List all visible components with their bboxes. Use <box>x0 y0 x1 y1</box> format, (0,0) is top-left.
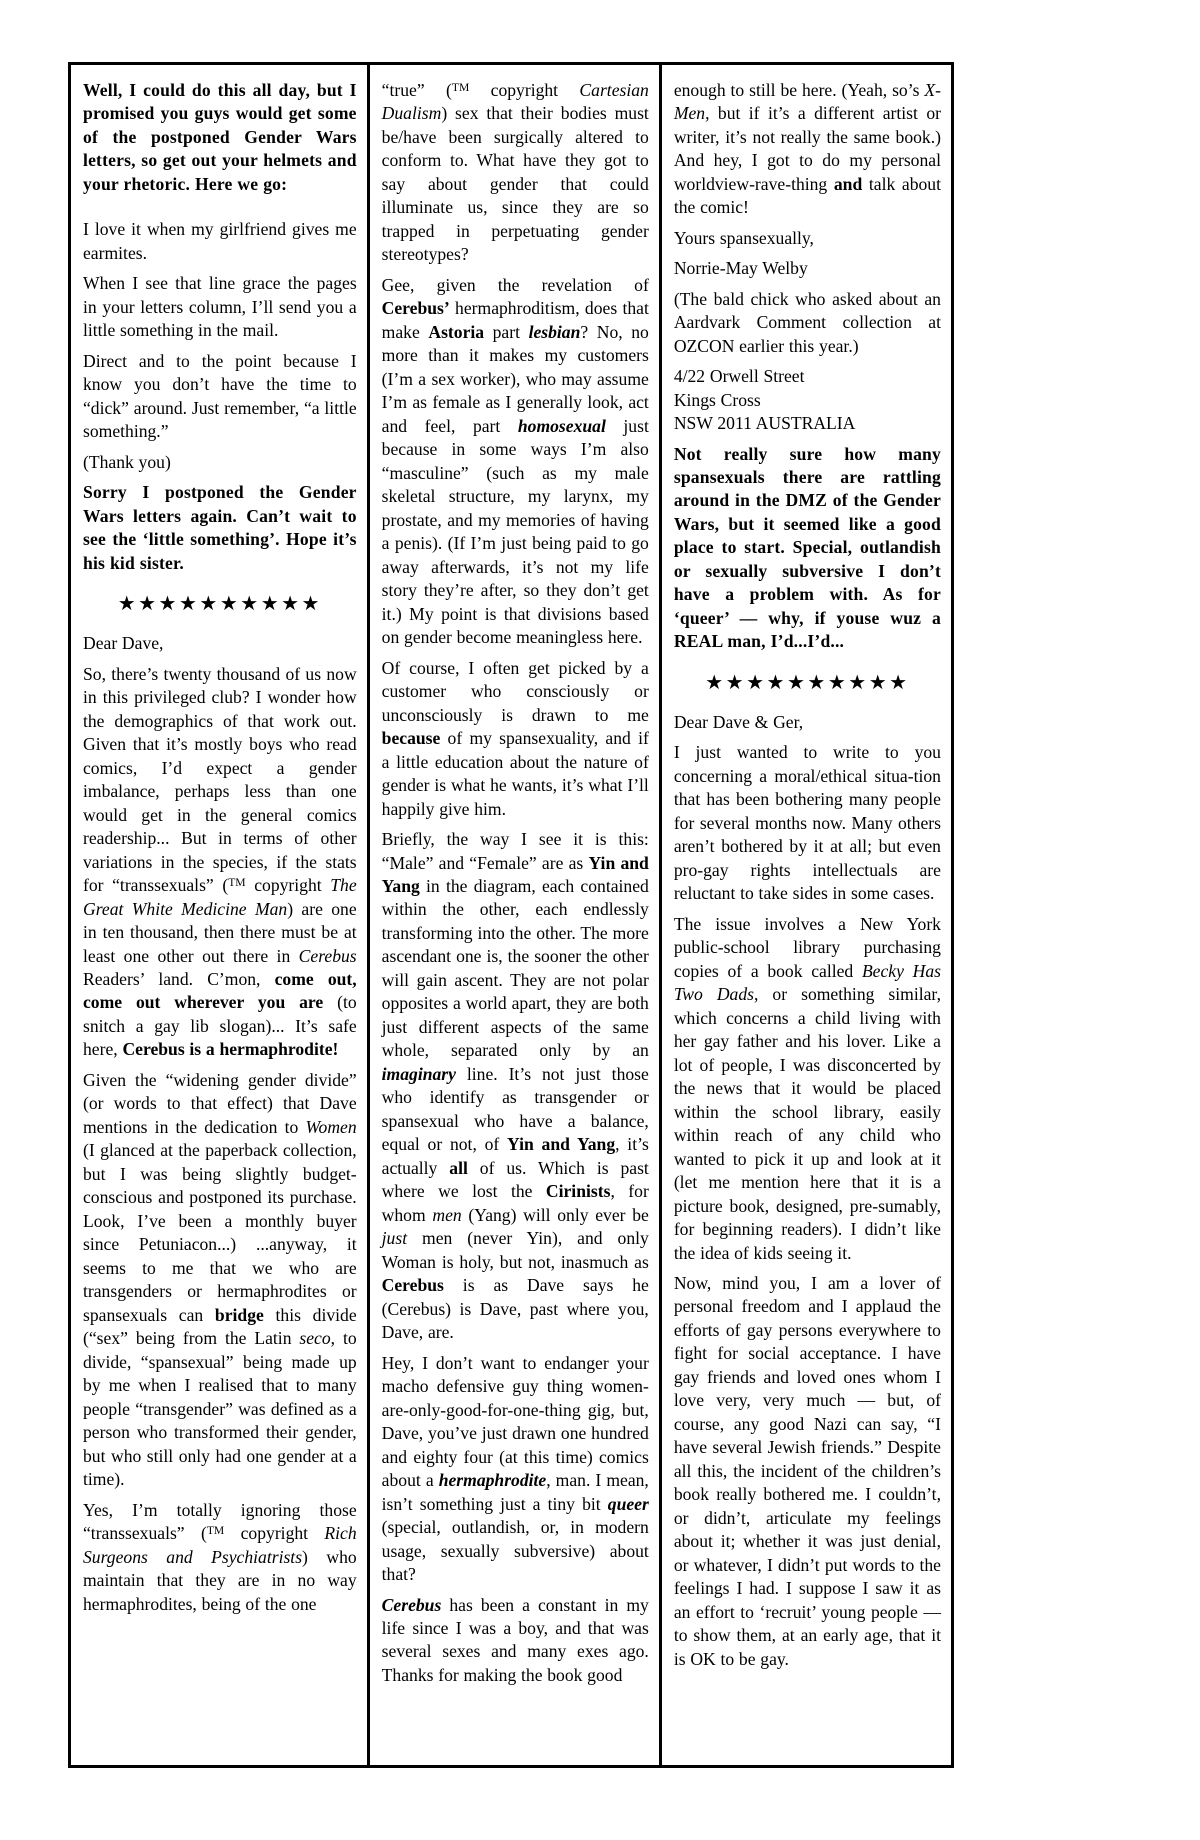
letter-paragraph: Gee, given the revelation of Cerebus’ hermaphroditism, does that make Astoria part lesbian? No, no more than it makes my customers (I’m a sex worker), who may assume I’m as female as I generally look, act and feel, part homosexual just because in some ways I’m also “masculine” (such as my male skeletal structure, my larynx, my prostate, and my memories of having a penis). (If I’m just being paid to go away afterwards, it’s not my life story they’re after, so they don’t get it.) My point is that divisions based on gender become meaningless here. <box>381 274 649 648</box>
editor-reply-paragraph: Sorry I postponed the Gender Wars letters again. Can’t wait to see the ‘little something’. Hope it’s his kid sister. <box>83 482 357 573</box>
letters-page-frame <box>68 62 954 1768</box>
letter-paragraph: Hey, I don’t want to endanger your macho defensive guy thing women-are-only-good-for-one-thing gig, but, Dave, you’ve just drawn one hundred and eighty four (at this time) comics about a hermaphrodite, man. I mean, isn’t something just a tiny bit queer (special, outlandish, or, in modern usage, sexually subversive) about that? <box>381 1352 649 1585</box>
letter-paragraph: Now, mind you, I am a lover of personal freedom and I applaud the efforts of gay persons everywhere to fight for social acceptance. I have gay friends and loved ones whom I love very, very much — but, of course, any good Nazi can say, “I have several Jewish friends.” Despite all this, the incident of the children’s book really bothered me. I couldn’t, or didn’t, articulate my feelings about it; whether it was just denial, or whatever, I didn’t put words to the feelings I had. I suppose I saw it as an effort to ‘recruit’ young people — to show them, at an early age, that it is OK to be gay. <box>673 1273 941 1669</box>
letter-salutation: Dear Dave & Ger, <box>673 711 804 732</box>
address-line: Kings Cross <box>673 389 761 410</box>
letter-paragraph: Direct and to the point because I know you don’t have the time to “dick” around. Just remember, “a little something.” <box>83 350 357 442</box>
three-column-layout <box>71 65 951 1765</box>
letter-paragraph: I love it when my girlfriend gives me earmites. <box>83 219 357 263</box>
letter-paragraph: Cerebus has been a constant in my life since I was a boy, and that was several sexes and many exes ago. Thanks for making the book good <box>381 1594 649 1685</box>
column-middle <box>367 65 659 1765</box>
editor-reply-paragraph: Not really sure how many spansexuals there are rattling around in the DMZ of the Gender Wars, but it seemed like a good place to start. Special, outlandish or sexually subversive I don’t have a problem with. As for ‘queer’ — why, if youse wuz a REAL man, I’d...I’d... <box>673 443 941 652</box>
letter-paragraph: “true” (™ copyright Cartesian Dualism) sex that their bodies must be/have been surgically altered to conform to. What have they got to say about gender that could illuminate us, since they are so trapped in perpetuating gender stereotypes? <box>381 80 649 265</box>
letter-paragraph: Of course, I often get picked by a customer who consciously or unconsciously is drawn to me because of my spansexuality, and if a little education about the nature of gender is what he wants, it’s what I’ll happily give him. <box>381 657 649 819</box>
letter-paragraph: Yes, I’m totally ignoring those “transsexuals” (™ copyright Rich Surgeons and Psychiatrists) who maintain that they are in no way hermaphrodites, being of the one <box>83 1499 357 1614</box>
letter-paragraph: (Thank you) <box>83 451 171 472</box>
letter-paragraph: The issue involves a New York public-school library purchasing copies of a book called Becky Has Two Dads, or something similar, which concerns a child living with her gay father and his lover. Like a lot of people, I was disconcerted by the news that it would be placed within the school library, easily within reach of any child who wanted to pick it up and look at it (let me mention here that it is a picture book, designed, pre-sumably, for beginning readers). I didn’t like the idea of kids seeing it. <box>673 913 941 1263</box>
column-right <box>659 65 951 1765</box>
letter-paragraph: enough to still be here. (Yeah, so’s X-Men, but if it’s a different artist or writer, it’s not really the same book.) And hey, I got to do my personal worldview-rave-thing and talk about the comic! <box>673 80 941 218</box>
column-left <box>71 65 367 1765</box>
address-line: NSW 2011 AUSTRALIA <box>673 413 856 434</box>
star-divider: ★★★★★★★★★★ <box>117 591 322 616</box>
letter-signature: Norrie-May Welby <box>673 258 808 279</box>
letter-paragraph: I just wanted to write to you concerning a moral/ethical situa-tion that has been bothering many people for several months now. Many others aren’t bothered by it at all; but even pro-gay rights intellectuals are reluctant to take sides in some cases. <box>673 742 941 904</box>
letter-postscript: (The bald chick who asked about an Aardvark Comment collection at OZCON earlier this year.) <box>673 288 941 356</box>
letter-paragraph: Briefly, the way I see it is this: “Male” and “Female” are as Yin and Yang in the diagram, each contained within the other, each endlessly transforming into the other. The more ascendant one is, the sooner the other will gain ascent. They are not polar opposites a world apart, they are both just different aspects of the same whole, separated only by an imaginary line. It’s not just those who identify as transgender or spansexual who have a balance, equal or not, of Yin and Yang, it’s actually all of us. Which is past where we lost the Cirinists, for whom men (Yang) will only ever be just men (never Yin), and only Woman is holy, but not, inasmuch as Cerebus is as Dave says he (Cerebus) is Dave, past where you, Dave, are. <box>381 829 649 1343</box>
letter-salutation: Dear Dave, <box>83 633 164 654</box>
letter-paragraph: Given the “widening gender divide” (or words to that effect) that Dave mentions in the dedication to Women (I glanced at the paperback collection, but I was being slightly budget-conscious and postponed its purchase. Look, I’ve been a monthly buyer since Petuniacon...) ...anyway, it seems to me that we who are transgenders or hermaphrodites or spansexuals can bridge this divide (“sex” being from the Latin seco, to divide, “spansexual” being made up by me when I realised that to many people “transgender” was defined as a person who transformed their gender, but who still only had one gender at a time). <box>83 1069 357 1490</box>
star-divider: ★★★★★★★★★★ <box>705 669 910 694</box>
letter-paragraph: So, there’s twenty thousand of us now in this privileged club? I wonder how the demographics of that work out. Given that it’s mostly boys who read comics, I’d expect a gender imbalance, perhaps less than one would get in the general comics readership... But in terms of other variations in the species, if the stats for “transsexuals” (™ copyright The Great White Medicine Man) are one in ten thousand, then there must be at least one other out there in Cerebus Readers’ land. C’mon, come out, come out wherever you are (to snitch a gay lib slogan)... It’s safe here, Cerebus is a hermaphrodite! <box>83 663 357 1060</box>
editor-intro-paragraph: Well, I could do this all day, but I promised you guys would get some of the postponed Gender Wars letters, so get out your helmets and your rhetoric. Here we go: <box>83 80 357 194</box>
letter-paragraph: When I see that line grace the pages in your letters column, I’ll send you a little something in the mail. <box>83 273 357 341</box>
letter-signoff: Yours spansexually, <box>673 227 814 248</box>
address-line: 4/22 Orwell Street <box>673 366 805 387</box>
